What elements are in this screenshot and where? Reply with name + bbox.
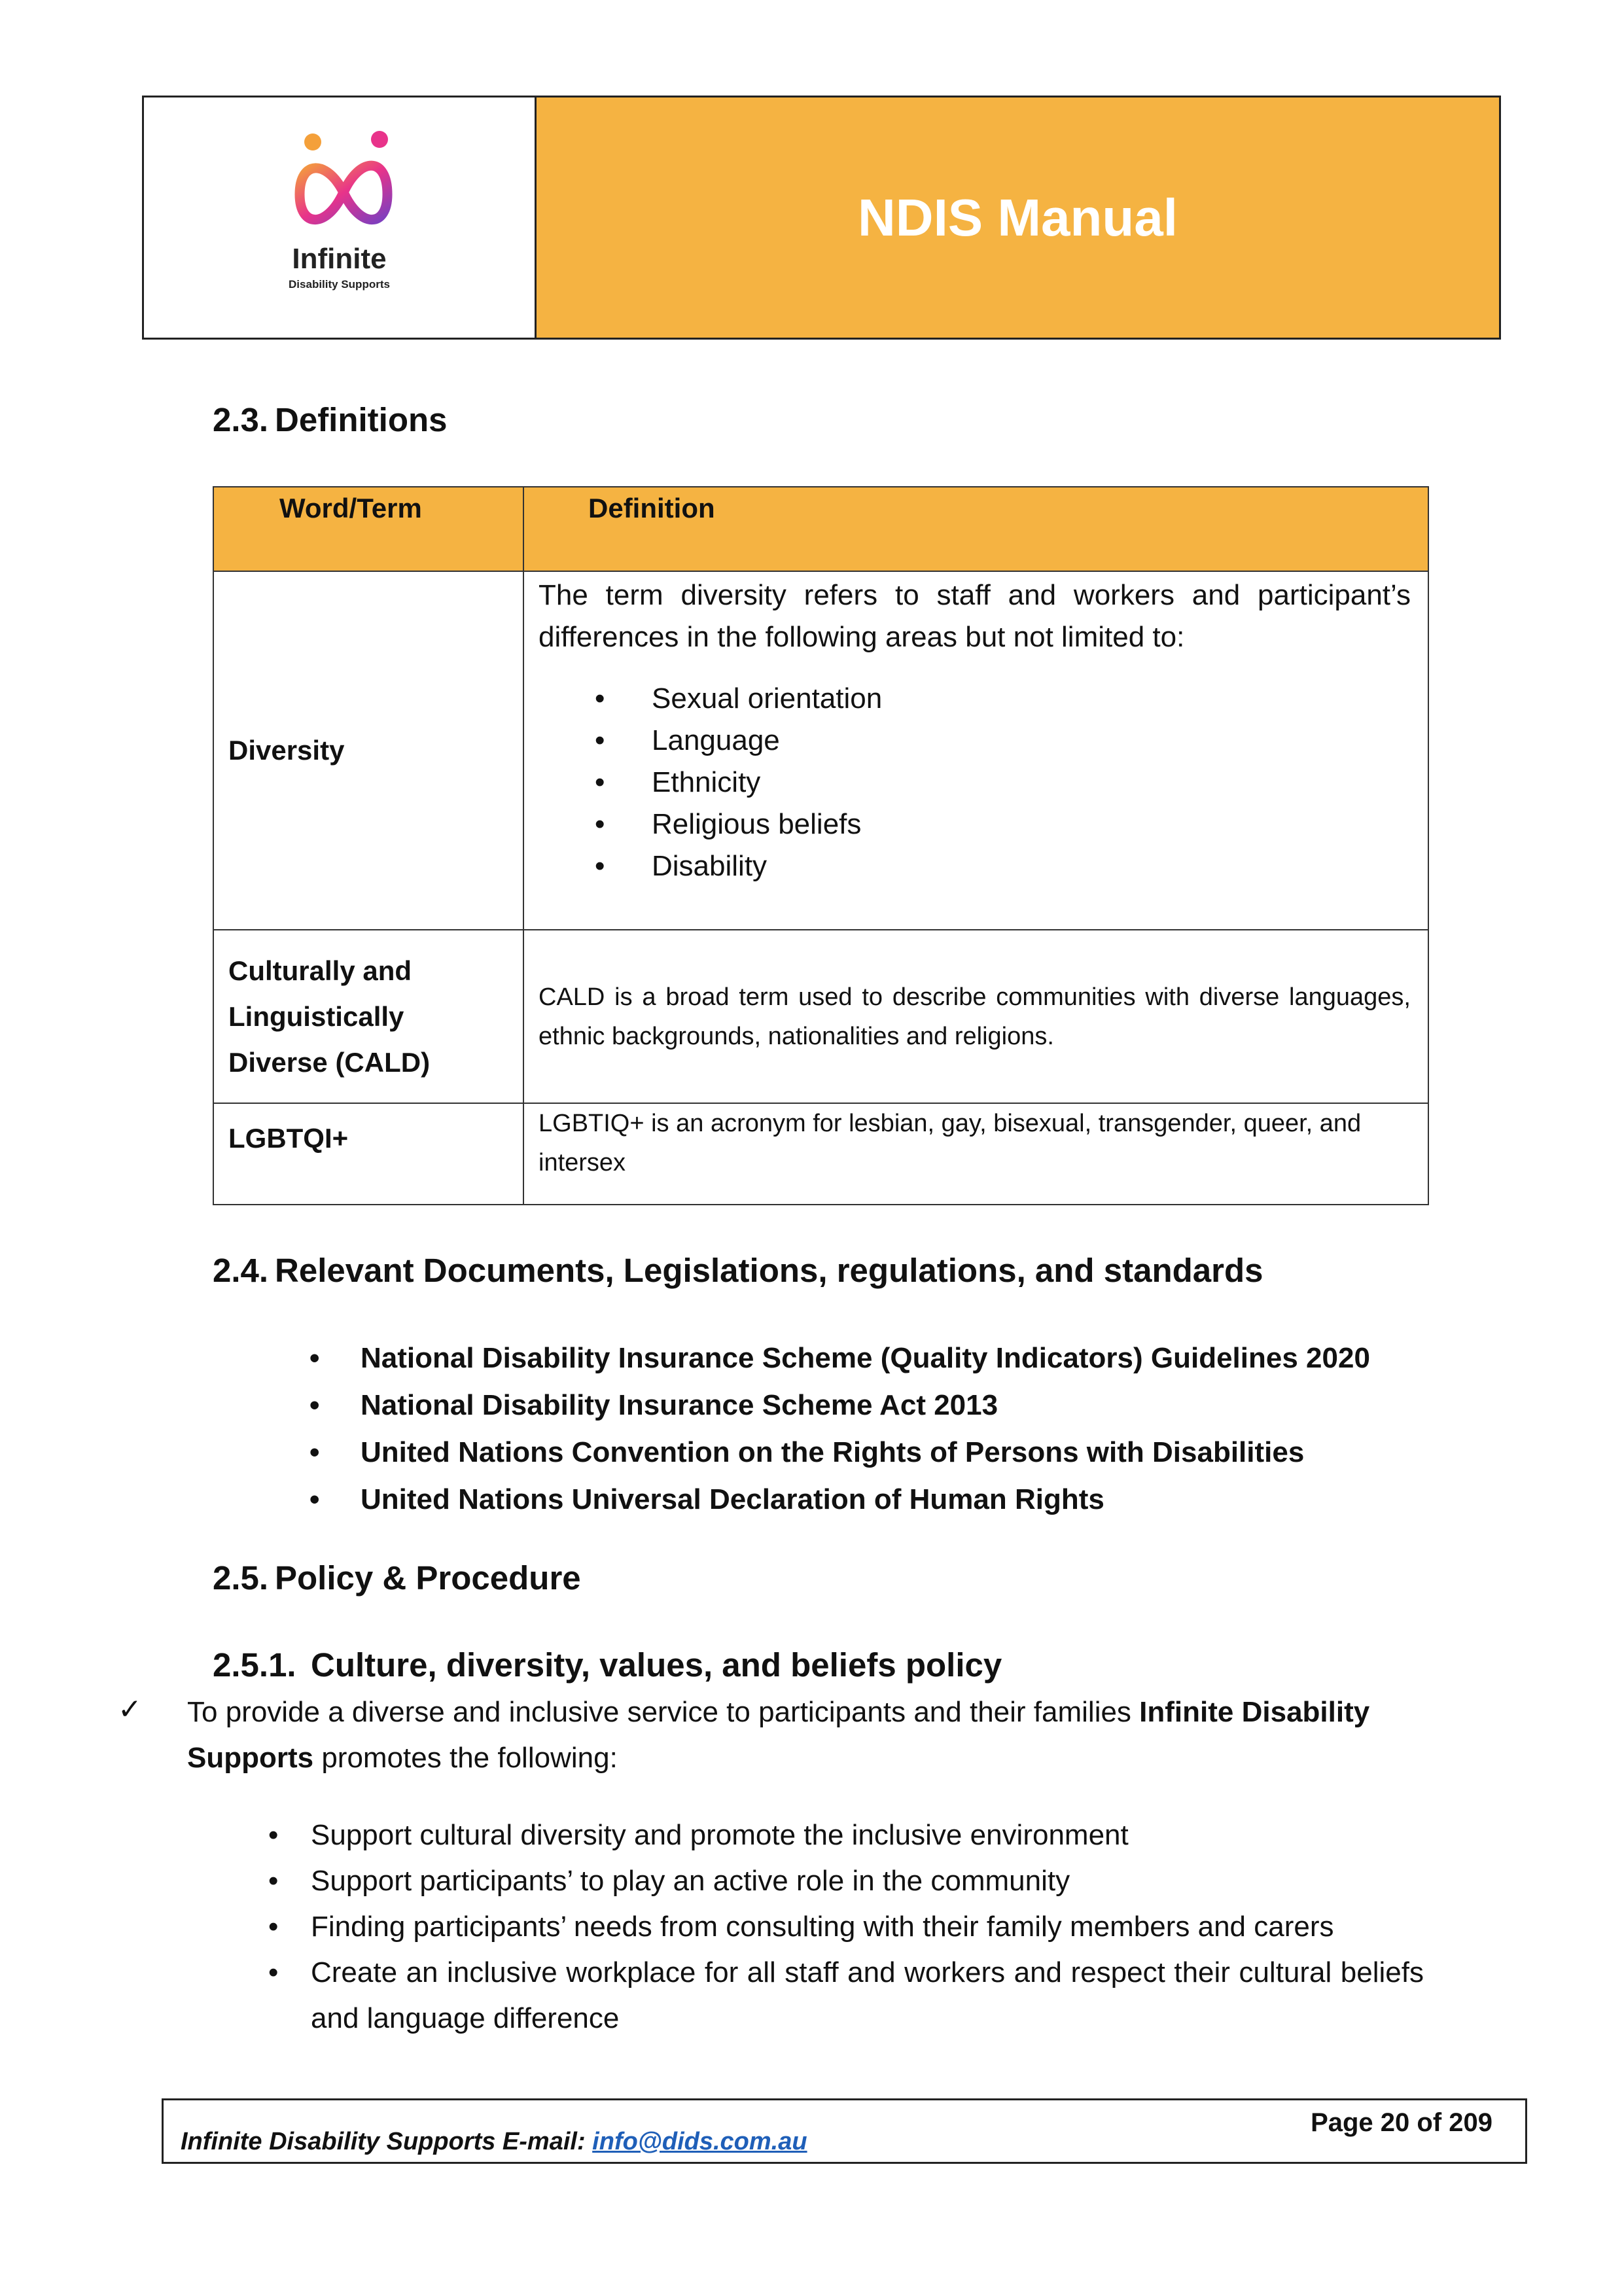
term-cell — [213, 930, 523, 1103]
term-cell: Diversity — [213, 571, 523, 930]
policy-heading — [213, 1559, 581, 1597]
definition-cell: LGBTIQ+ is an acronym for lesbian, gay, bisexual, transgender, queer, and intersex — [523, 1103, 1428, 1205]
list-item: • Finding participants’ needs from consulting with their family members and carers — [177, 1904, 1424, 1950]
company-name-part1: Infinite Disability — [1139, 1696, 1370, 1728]
page-title: NDIS Manual — [858, 188, 1178, 247]
list-item: • National Disability Insurance Scheme Act 2013 — [213, 1382, 1521, 1429]
policy-heading-text: Policy & Procedure — [275, 1559, 581, 1597]
definitions-heading — [213, 400, 448, 439]
definition-text: The term diversity refers to staff and workers and participant’s differences in the following areas but not limited to: — [538, 579, 1411, 653]
documents-list — [213, 1335, 1521, 1523]
title-cell — [537, 97, 1499, 338]
documents-heading-number: 2.4. — [213, 1252, 269, 1289]
policy-subheading — [213, 1646, 1002, 1684]
column-header-definition: Definition — [523, 487, 1428, 571]
diversity-list — [538, 678, 1411, 887]
page-number: Page 20 of 209 — [1311, 2108, 1492, 2137]
policy-subheading-text: Culture, diversity, values, and beliefs policy — [311, 1646, 1002, 1684]
list-item: • United Nations Convention on the Rights of Persons with Disabilities — [213, 1429, 1521, 1476]
definitions-heading-number: 2.3. — [213, 401, 269, 438]
table-row — [213, 571, 1428, 930]
term-line: Diverse (CALD) — [228, 1046, 431, 1078]
term-cell: LGBTQI+ — [213, 1103, 523, 1205]
policy-list — [177, 1812, 1424, 2041]
footer-label: Infinite Disability Supports E-mail: — [181, 2128, 593, 2155]
list-item: • Religious beliefs — [538, 804, 1411, 845]
documents-heading-text: Relevant Documents, Legislations, regulations, and standards — [275, 1252, 1263, 1289]
logo-cell — [144, 97, 537, 338]
policy-intro-before: To provide a diverse and inclusive service to participants and their families — [187, 1696, 1140, 1728]
company-name-part2: Supports — [187, 1742, 314, 1774]
list-item: • Support cultural diversity and promote the inclusive environment — [177, 1812, 1424, 1858]
list-item: • United Nations Universal Declaration of Human Rights — [213, 1476, 1521, 1523]
term-line: Linguistically — [228, 1000, 404, 1032]
footer-contact — [181, 2128, 807, 2156]
email-link[interactable]: info@dids.com.au — [592, 2128, 807, 2155]
logo-tagline: Disability Supports — [289, 278, 390, 291]
list-item: • Language — [538, 720, 1411, 762]
policy-heading-number: 2.5. — [213, 1559, 269, 1597]
document-header — [142, 96, 1501, 340]
list-item: • Support participants’ to play an active role in the community — [177, 1858, 1424, 1904]
definition-cell: CALD is a broad term used to describe communities with diverse languages, ethnic backgrounds, nationalities and religions. — [523, 930, 1428, 1103]
list-item: • National Disability Insurance Scheme (Quality Indicators) Guidelines 2020 — [213, 1335, 1521, 1382]
table-row — [213, 930, 1428, 1103]
list-item: • Sexual orientation — [538, 678, 1411, 720]
policy-subheading-number: 2.5.1. — [213, 1646, 296, 1684]
column-header-term: Word/Term — [213, 487, 523, 571]
documents-heading — [213, 1251, 1263, 1290]
definition-cell — [523, 571, 1428, 930]
logo-name: Infinite — [292, 243, 387, 275]
table-header-row — [213, 487, 1428, 571]
check-icon: ✓ — [118, 1693, 142, 1725]
list-item: • Disability — [538, 845, 1411, 887]
definitions-table — [213, 486, 1429, 1205]
policy-intro — [187, 1689, 1430, 1781]
term-line: Culturally and — [228, 955, 412, 986]
list-item: • Create an inclusive workplace for all staff and workers and respect their cultural beliefs and language difference — [177, 1950, 1424, 2041]
definitions-heading-text: Definitions — [275, 401, 448, 438]
page-footer — [162, 2098, 1527, 2164]
infinity-logo-icon — [288, 130, 399, 245]
table-row — [213, 1103, 1428, 1205]
policy-intro-after: promotes the following: — [313, 1742, 618, 1774]
list-item: • Ethnicity — [538, 762, 1411, 804]
